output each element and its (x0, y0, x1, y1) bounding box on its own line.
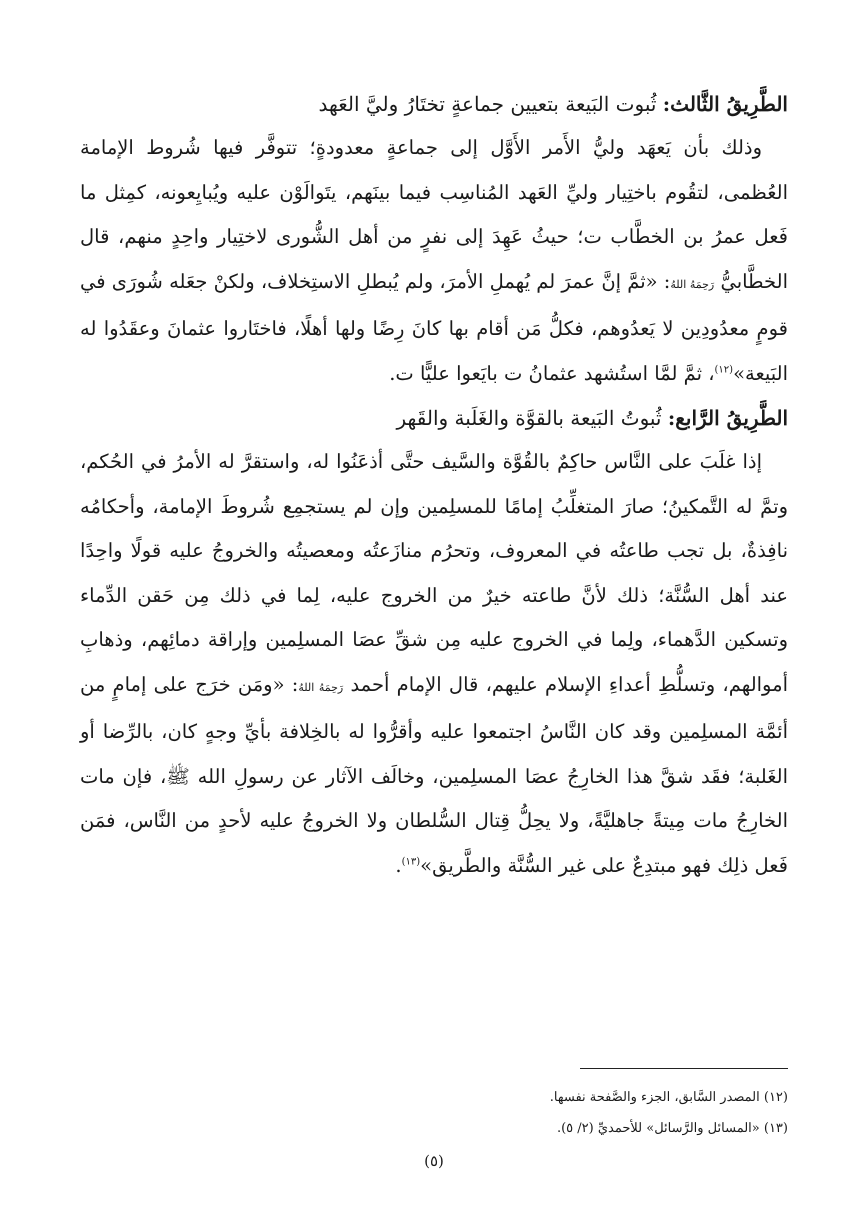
footnote-ref-12[interactable]: (١٢) (714, 364, 734, 375)
paragraph-1-quote: : «ثمَّ إنَّ عمرَ لم يُهملِ الأمرَ، ولم يُبطلِ الاستِخلاف، ولكنْ جعَله شُورَى في قومٍ معدُودِين لا يَعدُوهم، فكلُّ مَن أقام بها كانَ رِضًا ولها أهلًا، فاختَاروا عثمانَ وعقَدُوا له البَيعة» (80, 269, 788, 385)
honorific-rahimahullah-2: رَحِمَهُ اللهُ (298, 680, 344, 694)
footnote-12: (١٢) المصدر السَّابق، الجزء والصَّفحة نفسها. (549, 1090, 788, 1105)
footnote-13: (١٣) «المسائل والرَّسائل» للأحمديِّ (٢/ ٥). (556, 1121, 788, 1136)
paragraph-1-end: ، ثمَّ لمَّا استُشهد عثمانُ ت بايَعوا عليًّا ت. (389, 361, 715, 385)
page-body (80, 82, 788, 888)
paragraph-2-quote-a: : «ومَن خرَج على إمامٍ من أئمَّة المسلِمين وقد كان النَّاسُ اجتمعوا عليه وأقرُّوا له بالخِلافة بأيِّ وجهٍ كان، بالرِّضا أو الغَلبة؛ فقَد شقَّ هذا الخارِجُ عصَا المسلِمين، وخالَف الآثار عن رسولِ الله (80, 672, 788, 788)
section-4-heading: الطَّرِيقُ الرَّابع: (667, 406, 788, 430)
honorific-rahimahullah: رَحِمَهُ اللهُ (670, 277, 715, 291)
paragraph-2-end: . (395, 853, 402, 877)
section-3-title (80, 82, 788, 126)
section-4-title (80, 396, 788, 440)
paragraph-2-quote-b: ، فإن مات الخارِجُ مات مِيتةً جاهليَّةً، ولا يحِلُّ قِتال السُّلطان ولا الخروجُ عليه لأحدٍ من النَّاس، فمَن فَعل ذلِك فهو مبتدِعٌ على غير السُّنَّة والطَّريق» (80, 764, 788, 877)
page-number: (٥) (424, 1152, 444, 1170)
paragraph-1 (80, 126, 788, 396)
paragraph-2 (80, 440, 788, 888)
section-4-subtitle: ثُبوتُ البَيعة بالقوَّة والغَلَبة والقَهر (396, 406, 662, 430)
footnote-ref-13[interactable]: (١٣) (401, 856, 421, 867)
paragraph-1-text: وذلك بأن يَعهَد وليُّ الأَمر الأَوَّل إلى جماعةٍ معدودةٍ؛ تتوفَّر فيها شُروط الإمامة العُظمى، لتقُوم باختِيار وليِّ العَهد المُناسِب فيما بينَهم، يتَوالَوْن عليه ويُبايِعونه، كمِثل ما فَعل عمرُ بن الخطَّاب ت؛ حيثُ عَهِدَ إلى نفرٍ من أهل الشُّورى لاختِيار واحِدٍ منهم، قال الخطَّابيُّ (80, 136, 789, 293)
footnote-divider (580, 1068, 788, 1069)
footnotes (80, 1082, 788, 1144)
section-3-heading: الطَّرِيقُ الثَّالث: (662, 92, 788, 116)
section-3-subtitle: ثُبوت البَيعة بتعيين جماعةٍ تختَارُ وليَّ العَهد (318, 92, 657, 116)
salutation-glyph: ﷺ (166, 764, 190, 788)
paragraph-2-text: إذا غلَبَ على النَّاس حاكِمٌ بالقُوَّة والسَّيف حتَّى أذعَنُوا له، واستقرَّ له الأمرُ في الحُكم، وتمَّ له التَّمكينُ؛ صارَ المتغلِّبُ إمامًا للمسلِمين وإن لم يستجمِع شُروطَ الإمامة، وأحكامُه نافِذةٌ، بل تجب طاعتُه في المعروف، وتحرُم منازَعتُه ومعصيتُه والخروجُ عليه قولًا واحِدًا عند أهل السُّنَّة؛ ذلك لأنَّ طاعته خيرٌ من الخروج عليه، لِما في ذلك مِن حَقن الدِّماء وتسكين الدَّهماء، ولِما في الخروج عليه مِن شقِّ عصَا المسلِمين وإراقة دمائِهم، وذهابِ أموالهم، وتسلُّطِ أعداءِ الإسلام عليهم، قال الإمام أحمد (80, 450, 788, 696)
